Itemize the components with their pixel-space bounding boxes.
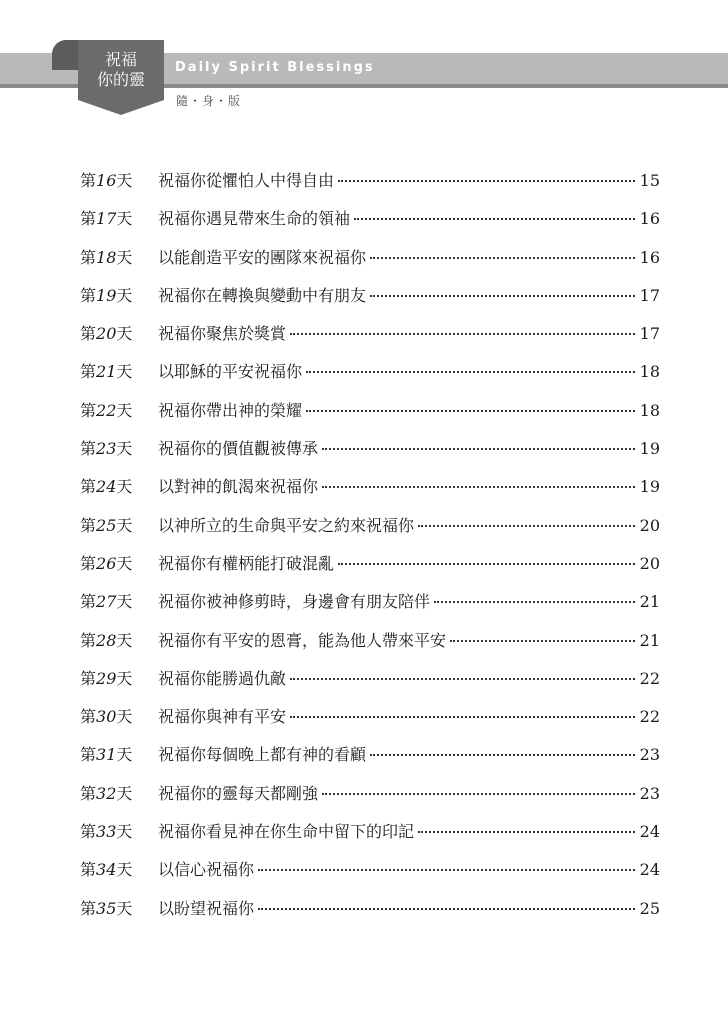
day-suffix: 天	[116, 898, 133, 918]
dot-leader	[290, 678, 635, 680]
day-suffix: 天	[116, 247, 133, 267]
toc-title: 祝福你從懼怕人中得自由	[158, 171, 335, 190]
toc-day-label	[80, 359, 158, 382]
day-number: 22	[96, 400, 117, 420]
day-number: 25	[96, 515, 117, 535]
book-title: Daily Spirit Blessings	[175, 60, 375, 75]
day-suffix: 天	[116, 630, 133, 650]
toc-entry[interactable]	[80, 666, 660, 704]
day-number: 34	[96, 860, 117, 880]
toc-page-number: 18	[639, 362, 660, 382]
day-prefix: 第	[80, 822, 97, 842]
day-prefix: 第	[80, 247, 97, 267]
toc-day-label	[80, 857, 158, 880]
badge-text	[78, 50, 164, 90]
day-number: 19	[96, 285, 117, 305]
day-number: 16	[96, 171, 117, 190]
day-suffix: 天	[116, 400, 133, 420]
toc-entry[interactable]	[80, 398, 660, 436]
toc-page-number: 21	[639, 592, 660, 612]
toc-day-label	[80, 168, 158, 191]
day-number: 30	[96, 707, 117, 727]
day-number: 24	[96, 477, 117, 497]
toc-entry[interactable]	[80, 245, 660, 283]
dot-leader	[306, 410, 635, 412]
toc-title: 以盼望祝福你	[158, 898, 255, 918]
toc-day-label	[80, 206, 158, 229]
day-suffix: 天	[116, 171, 133, 190]
toc-page-number: 18	[639, 400, 660, 420]
day-number: 17	[96, 209, 117, 229]
day-prefix: 第	[80, 439, 97, 459]
day-number: 32	[96, 783, 117, 803]
toc-page-number: 23	[639, 745, 660, 765]
toc-title: 祝福你的靈每天都剛強	[158, 783, 319, 803]
dot-leader	[306, 371, 635, 373]
toc-day-label	[80, 781, 158, 804]
toc-entry[interactable]	[80, 819, 660, 857]
day-suffix: 天	[116, 477, 133, 497]
dot-leader	[370, 295, 635, 297]
day-number: 21	[96, 362, 117, 382]
day-prefix: 第	[80, 477, 97, 497]
day-prefix: 第	[80, 860, 97, 880]
dot-leader	[370, 257, 635, 259]
dot-leader	[322, 486, 635, 488]
day-prefix: 第	[80, 783, 97, 803]
toc-entry[interactable]	[80, 551, 660, 589]
day-prefix: 第	[80, 362, 97, 382]
dot-leader	[418, 525, 635, 527]
toc-page-number: 15	[639, 171, 660, 190]
toc-entry[interactable]	[80, 513, 660, 551]
table-of-contents	[80, 168, 660, 934]
day-prefix: 第	[80, 592, 97, 612]
toc-day-label	[80, 474, 158, 497]
toc-title: 祝福你有平安的恩膏，能為他人帶來平安	[158, 630, 447, 650]
day-prefix: 第	[80, 630, 97, 650]
toc-day-label	[80, 398, 158, 421]
toc-page-number: 16	[639, 209, 660, 229]
toc-page-number: 20	[639, 515, 660, 535]
day-suffix: 天	[116, 822, 133, 842]
toc-page-number: 24	[639, 822, 660, 842]
toc-page-number: 24	[639, 860, 660, 880]
dot-leader	[354, 218, 635, 220]
day-prefix: 第	[80, 400, 97, 420]
day-prefix: 第	[80, 324, 97, 344]
day-number: 28	[96, 630, 117, 650]
day-suffix: 天	[116, 592, 133, 612]
day-prefix: 第	[80, 515, 97, 535]
toc-title: 祝福你遇見帶來生命的領袖	[158, 209, 351, 229]
toc-title: 祝福你在轉換與變動中有朋友	[158, 285, 367, 305]
day-suffix: 天	[116, 553, 133, 573]
toc-entry[interactable]	[80, 628, 660, 666]
toc-page-number: 25	[639, 898, 660, 918]
day-number: 23	[96, 439, 117, 459]
toc-day-label	[80, 513, 158, 536]
dot-leader	[290, 333, 635, 335]
toc-day-label	[80, 436, 158, 459]
dot-leader	[322, 793, 635, 795]
dot-leader	[338, 563, 635, 565]
dot-leader	[338, 180, 635, 182]
toc-day-label	[80, 321, 158, 344]
dot-leader	[434, 601, 635, 603]
toc-entry[interactable]	[80, 742, 660, 780]
dot-leader	[418, 831, 635, 833]
toc-entry[interactable]	[80, 589, 660, 627]
edition-label: 隨・身・版	[176, 94, 242, 108]
day-number: 26	[96, 553, 117, 573]
day-suffix: 天	[116, 860, 133, 880]
dot-leader	[370, 754, 635, 756]
dot-leader	[290, 716, 635, 718]
toc-page-number: 17	[639, 324, 660, 344]
toc-title: 祝福你聚焦於獎賞	[158, 324, 287, 344]
toc-page-number: 22	[639, 707, 660, 727]
toc-page-number: 16	[639, 247, 660, 267]
badge-line-2: 你的靈	[96, 70, 145, 89]
day-prefix: 第	[80, 171, 97, 190]
day-number: 35	[96, 898, 117, 918]
day-number: 20	[96, 324, 117, 344]
toc-page-number: 20	[639, 553, 660, 573]
day-suffix: 天	[116, 707, 133, 727]
dot-leader	[258, 908, 635, 910]
day-suffix: 天	[116, 362, 133, 382]
toc-day-label	[80, 896, 158, 919]
badge-line-1: 祝福	[104, 50, 137, 69]
toc-entry[interactable]	[80, 474, 660, 512]
toc-entry[interactable]	[80, 321, 660, 359]
toc-entry[interactable]	[80, 359, 660, 397]
toc-day-label	[80, 628, 158, 651]
day-suffix: 天	[116, 324, 133, 344]
day-suffix: 天	[116, 285, 133, 305]
day-number: 18	[96, 247, 117, 267]
toc-entry[interactable]	[80, 206, 660, 244]
toc-page-number: 19	[639, 439, 660, 459]
toc-page-number: 17	[639, 285, 660, 305]
dot-leader	[322, 448, 635, 450]
dot-leader	[258, 869, 635, 871]
day-suffix: 天	[116, 439, 133, 459]
toc-page-number: 23	[639, 783, 660, 803]
day-suffix: 天	[116, 745, 133, 765]
toc-day-label	[80, 589, 158, 612]
toc-title: 祝福你有權柄能打破混亂	[158, 553, 335, 573]
toc-entry[interactable]	[80, 704, 660, 742]
toc-title: 祝福你看見神在你生命中留下的印記	[158, 822, 415, 842]
toc-entry[interactable]	[80, 857, 660, 895]
day-prefix: 第	[80, 209, 97, 229]
toc-page-number: 19	[639, 477, 660, 497]
toc-title: 以對神的飢渴來祝福你	[158, 477, 319, 497]
toc-entry[interactable]	[80, 436, 660, 474]
day-suffix: 天	[116, 209, 133, 229]
day-suffix: 天	[116, 783, 133, 803]
toc-title: 祝福你每個晚上都有神的看顧	[158, 745, 367, 765]
toc-day-label	[80, 283, 158, 306]
toc-title: 以神所立的生命與平安之約來祝福你	[158, 515, 415, 535]
day-prefix: 第	[80, 285, 97, 305]
day-suffix: 天	[116, 668, 133, 688]
day-prefix: 第	[80, 668, 97, 688]
toc-title: 以耶穌的平安祝福你	[158, 362, 303, 382]
toc-day-label	[80, 704, 158, 727]
toc-day-label	[80, 551, 158, 574]
toc-entry[interactable]	[80, 896, 660, 934]
day-number: 27	[96, 592, 117, 612]
day-prefix: 第	[80, 553, 97, 573]
toc-day-label	[80, 819, 158, 842]
toc-day-label	[80, 245, 158, 268]
day-number: 31	[96, 745, 117, 765]
day-prefix: 第	[80, 707, 97, 727]
day-suffix: 天	[116, 515, 133, 535]
day-number: 33	[96, 822, 117, 842]
day-number: 29	[96, 668, 117, 688]
toc-title: 祝福你能勝過仇敵	[158, 668, 287, 688]
toc-title: 以能創造平安的團隊來祝福你	[158, 247, 367, 267]
dot-leader	[450, 640, 635, 642]
toc-day-label	[80, 742, 158, 765]
toc-title: 祝福你帶出神的榮耀	[158, 400, 303, 420]
day-prefix: 第	[80, 898, 97, 918]
day-prefix: 第	[80, 745, 97, 765]
toc-entry[interactable]	[80, 781, 660, 819]
toc-page-number: 21	[639, 630, 660, 650]
toc-entry[interactable]	[80, 168, 660, 206]
toc-title: 祝福你的價值觀被傳承	[158, 439, 319, 459]
toc-title: 祝福你被神修剪時，身邊會有朋友陪伴	[158, 592, 431, 612]
toc-title: 以信心祝福你	[158, 860, 255, 880]
toc-day-label	[80, 666, 158, 689]
toc-title: 祝福你與神有平安	[158, 707, 287, 727]
toc-page-number: 22	[639, 668, 660, 688]
toc-entry[interactable]	[80, 283, 660, 321]
